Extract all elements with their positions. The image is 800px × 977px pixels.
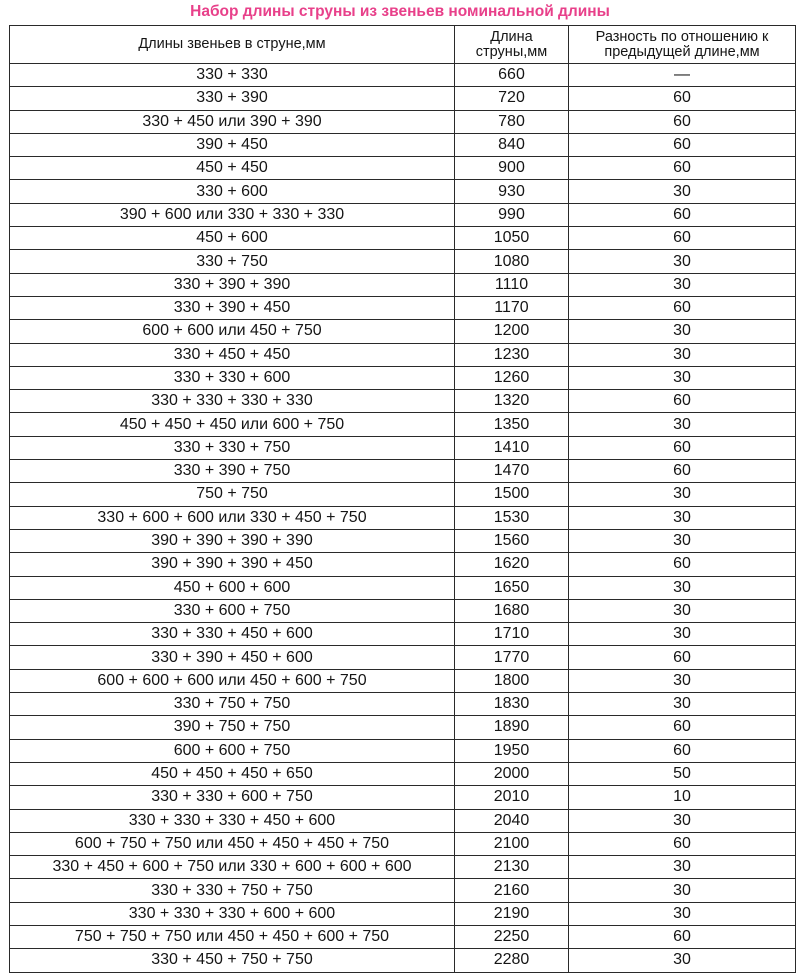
cell-difference: 30 [569,949,796,972]
cell-links: 450 + 600 [10,227,455,250]
table-row [10,693,796,716]
cell-length: 1320 [455,390,569,413]
cell-length: 1530 [455,506,569,529]
table-row [10,436,796,459]
cell-difference: 30 [569,320,796,343]
table-row [10,320,796,343]
cell-length: 1500 [455,483,569,506]
page-title: Набор длины струны из звеньев номинальной длины [190,3,610,20]
cell-difference: 60 [569,227,796,250]
table-row [10,949,796,972]
cell-links: 330 + 330 + 750 [10,436,455,459]
cell-difference: 60 [569,832,796,855]
cell-difference: 60 [569,739,796,762]
cell-length: 1260 [455,366,569,389]
cell-links: 390 + 450 [10,133,455,156]
table-row [10,856,796,879]
cell-links: 450 + 450 + 450 или 600 + 750 [10,413,455,436]
cell-difference: 30 [569,623,796,646]
cell-links: 330 + 600 + 750 [10,599,455,622]
cell-length: 1620 [455,553,569,576]
cell-length: 2250 [455,925,569,948]
cell-length: 1350 [455,413,569,436]
cell-difference: 60 [569,553,796,576]
cell-length: 990 [455,203,569,226]
cell-links: 330 + 450 или 390 + 390 [10,110,455,133]
table-row [10,925,796,948]
cell-length: 660 [455,64,569,87]
table-row [10,203,796,226]
cell-difference: 60 [569,390,796,413]
cell-difference: 30 [569,180,796,203]
cell-difference: 30 [569,483,796,506]
cell-links: 330 + 330 + 330 + 600 + 600 [10,902,455,925]
cell-difference: 30 [569,343,796,366]
table-row [10,180,796,203]
cell-difference: 30 [569,366,796,389]
string-length-table [9,25,796,973]
cell-difference: 60 [569,157,796,180]
cell-links: 330 + 330 + 330 + 330 [10,390,455,413]
table-header [10,26,796,64]
cell-length: 1230 [455,343,569,366]
table-row [10,87,796,110]
cell-links: 390 + 600 или 330 + 330 + 330 [10,203,455,226]
cell-length: 720 [455,87,569,110]
cell-difference: 60 [569,110,796,133]
table-row [10,762,796,785]
cell-links: 390 + 750 + 750 [10,716,455,739]
cell-links: 750 + 750 + 750 или 450 + 450 + 600 + 750 [10,925,455,948]
table-row [10,506,796,529]
cell-difference: 30 [569,599,796,622]
cell-difference: 60 [569,460,796,483]
cell-difference: 60 [569,87,796,110]
cell-links: 750 + 750 [10,483,455,506]
cell-length: 2280 [455,949,569,972]
cell-links: 330 + 450 + 600 + 750 или 330 + 600 + 600 + 600 [10,856,455,879]
cell-length: 1080 [455,250,569,273]
cell-links: 600 + 600 + 600 или 450 + 600 + 750 [10,669,455,692]
column-header-difference: Разность по отношению к предыдущей длине,мм [569,26,796,64]
table-row [10,646,796,669]
cell-difference: 30 [569,506,796,529]
cell-length: 2040 [455,809,569,832]
table-row [10,483,796,506]
cell-difference: 50 [569,762,796,785]
cell-length: 1110 [455,273,569,296]
table-row [10,809,796,832]
table-row [10,110,796,133]
table-row [10,669,796,692]
table-row [10,599,796,622]
cell-links: 600 + 600 или 450 + 750 [10,320,455,343]
table-row [10,902,796,925]
cell-difference: 60 [569,133,796,156]
cell-length: 1410 [455,436,569,459]
cell-links: 330 + 450 + 450 [10,343,455,366]
cell-links: 450 + 600 + 600 [10,576,455,599]
cell-length: 2000 [455,762,569,785]
cell-length: 840 [455,133,569,156]
cell-links: 330 + 750 [10,250,455,273]
cell-length: 2130 [455,856,569,879]
cell-links: 600 + 750 + 750 или 450 + 450 + 450 + 750 [10,832,455,855]
cell-length: 1200 [455,320,569,343]
cell-length: 1050 [455,227,569,250]
cell-length: 1560 [455,529,569,552]
cell-links: 330 + 450 + 750 + 750 [10,949,455,972]
cell-difference: 60 [569,925,796,948]
table-row [10,390,796,413]
cell-links: 330 + 390 + 390 [10,273,455,296]
cell-links: 330 + 750 + 750 [10,693,455,716]
cell-links: 330 + 330 [10,64,455,87]
cell-length: 1890 [455,716,569,739]
cell-length: 2190 [455,902,569,925]
cell-length: 1470 [455,460,569,483]
cell-links: 330 + 600 + 600 или 330 + 450 + 750 [10,506,455,529]
table-row [10,366,796,389]
cell-links: 330 + 330 + 600 [10,366,455,389]
cell-length: 780 [455,110,569,133]
cell-links: 390 + 390 + 390 + 390 [10,529,455,552]
table-row [10,786,796,809]
table-body [10,64,796,973]
cell-links: 330 + 330 + 750 + 750 [10,879,455,902]
cell-difference: 30 [569,669,796,692]
cell-difference: 30 [569,879,796,902]
cell-difference: 10 [569,786,796,809]
cell-difference: 30 [569,250,796,273]
table-row [10,716,796,739]
cell-links: 450 + 450 [10,157,455,180]
column-header-links: Длины звеньев в струне,мм [10,26,455,64]
table-row [10,227,796,250]
cell-length: 1830 [455,693,569,716]
cell-length: 900 [455,157,569,180]
cell-links: 330 + 390 + 450 + 600 [10,646,455,669]
cell-difference: 60 [569,296,796,319]
cell-difference: 60 [569,203,796,226]
cell-links: 330 + 390 + 450 [10,296,455,319]
cell-difference: 30 [569,693,796,716]
cell-length: 2010 [455,786,569,809]
table-row [10,832,796,855]
cell-links: 330 + 390 [10,87,455,110]
cell-links: 330 + 600 [10,180,455,203]
cell-difference: 30 [569,856,796,879]
table-row [10,529,796,552]
table-row [10,343,796,366]
cell-length: 1710 [455,623,569,646]
table-row [10,250,796,273]
table-row [10,553,796,576]
table-row [10,879,796,902]
cell-difference: 60 [569,646,796,669]
cell-length: 2100 [455,832,569,855]
table-row [10,296,796,319]
cell-length: 1950 [455,739,569,762]
cell-difference: 30 [569,576,796,599]
header-row [10,26,796,64]
cell-difference: 60 [569,436,796,459]
cell-length: 1800 [455,669,569,692]
cell-links: 390 + 390 + 390 + 450 [10,553,455,576]
cell-links: 330 + 330 + 450 + 600 [10,623,455,646]
cell-links: 450 + 450 + 450 + 650 [10,762,455,785]
cell-difference: 30 [569,529,796,552]
cell-links: 330 + 390 + 750 [10,460,455,483]
table-row [10,623,796,646]
table-row [10,460,796,483]
cell-difference: 30 [569,273,796,296]
cell-difference: 60 [569,716,796,739]
table-row [10,273,796,296]
table-row [10,157,796,180]
cell-links: 330 + 330 + 330 + 450 + 600 [10,809,455,832]
cell-length: 1170 [455,296,569,319]
cell-links: 600 + 600 + 750 [10,739,455,762]
cell-length: 1680 [455,599,569,622]
cell-difference: 30 [569,809,796,832]
cell-difference: 30 [569,413,796,436]
cell-length: 930 [455,180,569,203]
table-row [10,576,796,599]
cell-length: 1650 [455,576,569,599]
table-row [10,133,796,156]
cell-difference: — [569,64,796,87]
table-row [10,413,796,436]
cell-length: 1770 [455,646,569,669]
cell-difference: 30 [569,902,796,925]
cell-links: 330 + 330 + 600 + 750 [10,786,455,809]
column-header-length: Длина струны,мм [455,26,569,64]
table-row [10,739,796,762]
cell-length: 2160 [455,879,569,902]
table-row [10,64,796,87]
